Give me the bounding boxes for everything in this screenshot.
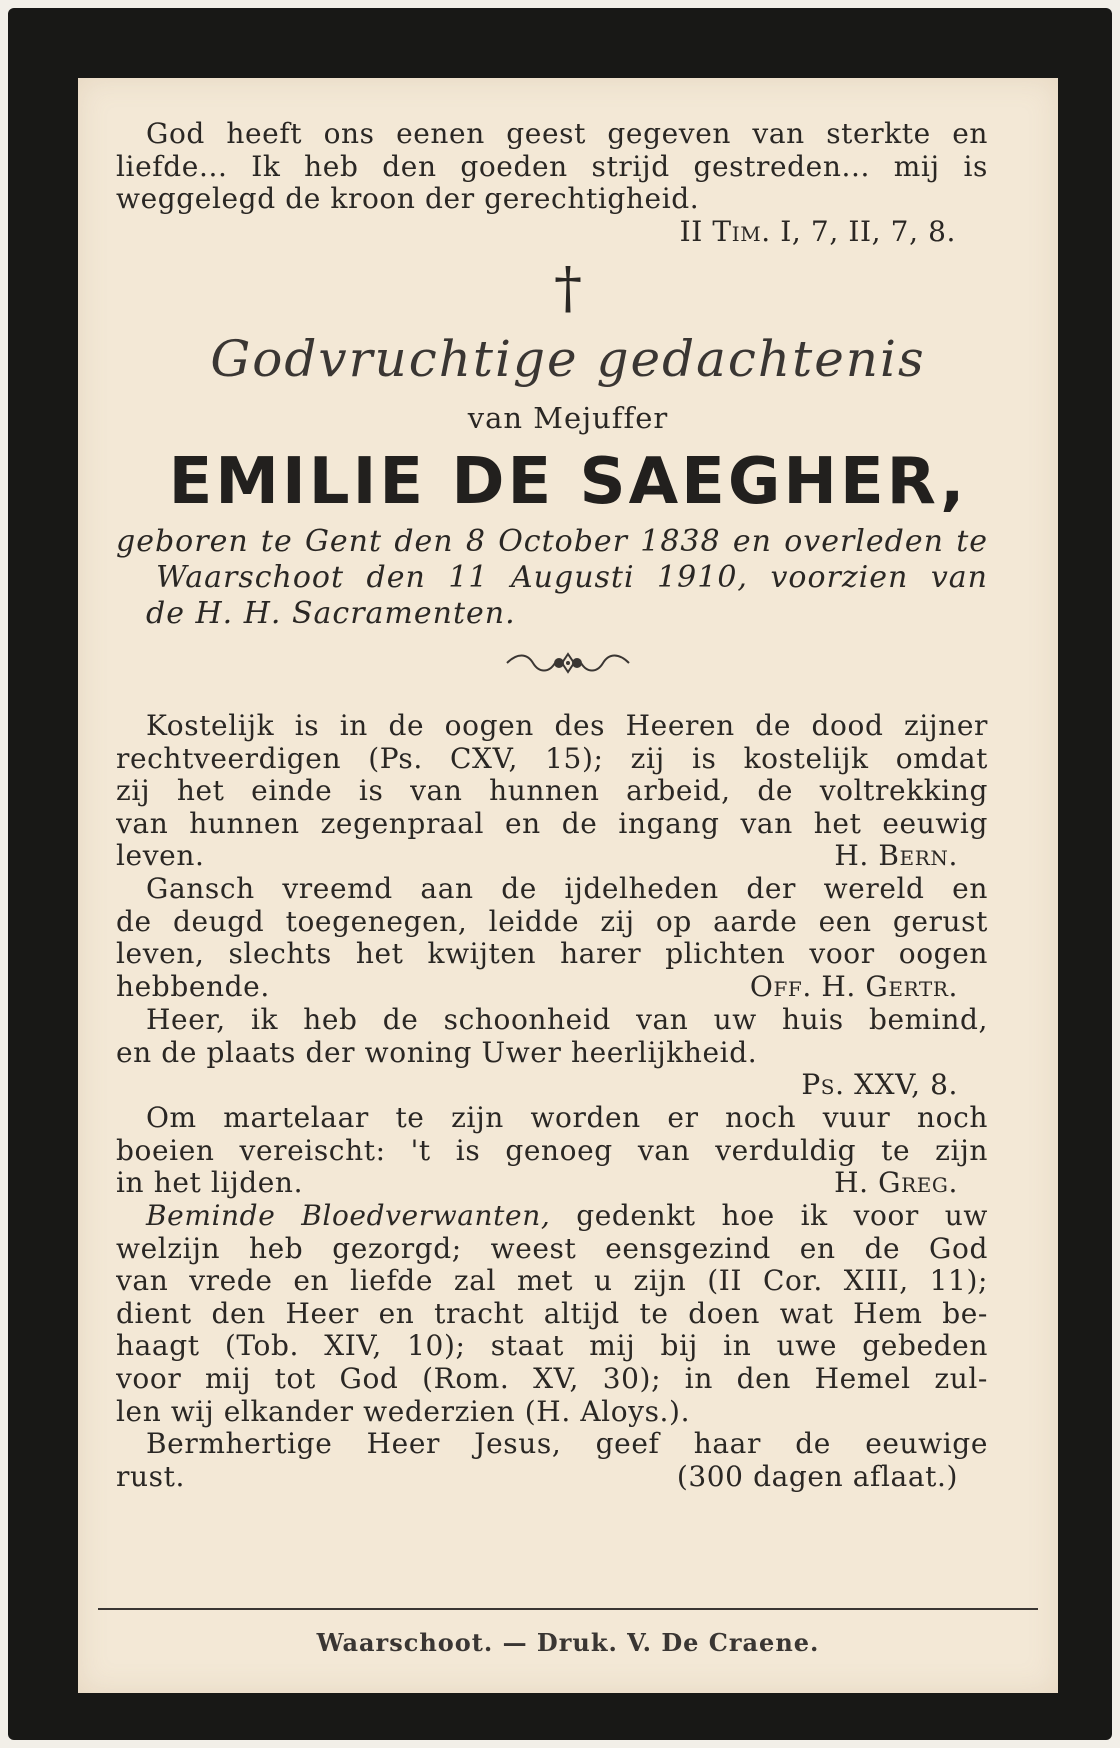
flourish-icon (503, 646, 633, 680)
deceased-name: EMILIE DE SAEGHER, (168, 445, 968, 519)
exhortation-line: welzijn heb gezorgd; weest eensgezind en de God (116, 1232, 988, 1265)
birth-line: Waarschoot den 11 Augusti 1910, voorzien van (156, 560, 988, 595)
birth-line: geboren te Gent den 8 October 1838 en overleden te (116, 524, 988, 559)
passage-greg (116, 1102, 988, 1200)
passage-line: van hunnen zegenpraal en de ingang van het eeuwig (116, 807, 988, 840)
exhortation (116, 1200, 988, 1428)
birth-line: de H. H. Sacramenten. (146, 596, 516, 631)
passage-source: H. Greg. (834, 1167, 958, 1200)
ornament-divider (78, 646, 1058, 684)
passage-line: de deugd toegenegen, leidde zij op aarde een gerust (116, 905, 988, 938)
passage-line: leven. (116, 840, 205, 873)
passage-gertr (116, 873, 988, 1003)
closing-prayer (116, 1428, 988, 1493)
passage-line: Heer, ik heb de schoonheid van uw huis bemind, (146, 1004, 988, 1036)
quote-source: II Tim. I, 7, II, 7, 8. (679, 215, 956, 248)
birth-death-details (116, 524, 988, 632)
honorific: van Mejuffer (467, 401, 669, 435)
card-paper (78, 78, 1058, 1693)
quote-line: God heeft ons eenen geest gegeven van sterkte en (146, 118, 988, 150)
passage-bern (116, 710, 988, 873)
passage-line: en de plaats der woning Uwer heerlijkheid. (116, 1036, 758, 1069)
exhortation-lead-rest: gedenkt hoe ik voor uw (576, 1200, 988, 1232)
exhortation-line: voor mij tot God (Rom. XV, 30); in den Hemel zul- (116, 1362, 988, 1395)
passage-line: hebbende. (116, 970, 270, 1003)
passage-source: H. Bern. (834, 840, 958, 873)
passage-source: Off. H. Gertr. (749, 970, 958, 1003)
exhortation-line: len wij elkander wederzien (H. Aloys.). (116, 1395, 691, 1428)
exhortation-lead: Beminde Bloedverwanten, (146, 1200, 551, 1232)
quote-line: weggelegd de kroon der gerechtigheid. (116, 183, 700, 216)
memorial-card (8, 8, 1112, 1740)
footer-divider (98, 1608, 1038, 1610)
exhortation-line: dient den Heer en tracht altijd te doen wat Hem be- (116, 1297, 988, 1330)
printer-imprint: Waarschoot. — Druk. V. De Craene. (316, 1628, 820, 1657)
exhortation-line: van vrede en liefde zal met u zijn (II Cor. XIII, 11); (116, 1265, 988, 1298)
passage-line: boeien vereischt: 't is genoeg van verduldig te zijn (116, 1134, 988, 1167)
exhortation-line: haagt (Tob. XIV, 10); staat mij bij in uwe gebeden (116, 1330, 988, 1363)
opening-quote (116, 118, 988, 216)
passage-line: Om martelaar te zijn worden er noch vuur noch (146, 1102, 988, 1134)
prayer-line: Bermhertige Heer Jesus, geef haar de eeuwige (146, 1428, 988, 1460)
passage-line: rechtveerdigen (Ps. CXV, 15); zij is kostelijk omdat (116, 742, 988, 775)
indulgence-note: (300 dagen aflaat.) (676, 1460, 958, 1493)
page-title: Godvruchtige gedachtenis (210, 330, 926, 388)
cross-icon: † (554, 256, 582, 321)
passage-psalm (116, 1004, 988, 1102)
passage-line: zij het einde is van hunnen arbeid, de voltrekking (116, 775, 988, 808)
passage-source: Ps. XXV, 8. (801, 1069, 958, 1102)
quote-line: liefde... Ik heb den goeden strijd gestreden... mij is (116, 150, 988, 183)
passage-line: leven, slechts het kwijten harer plichten voor oogen (116, 938, 988, 971)
prayer-line: rust. (116, 1460, 185, 1493)
passage-line: in het lijden. (116, 1167, 304, 1200)
passage-line: Gansch vreemd aan de ijdelheden der wereld en (146, 873, 988, 905)
passage-line: Kostelijk is in de oogen des Heeren de dood zijner (146, 710, 988, 742)
